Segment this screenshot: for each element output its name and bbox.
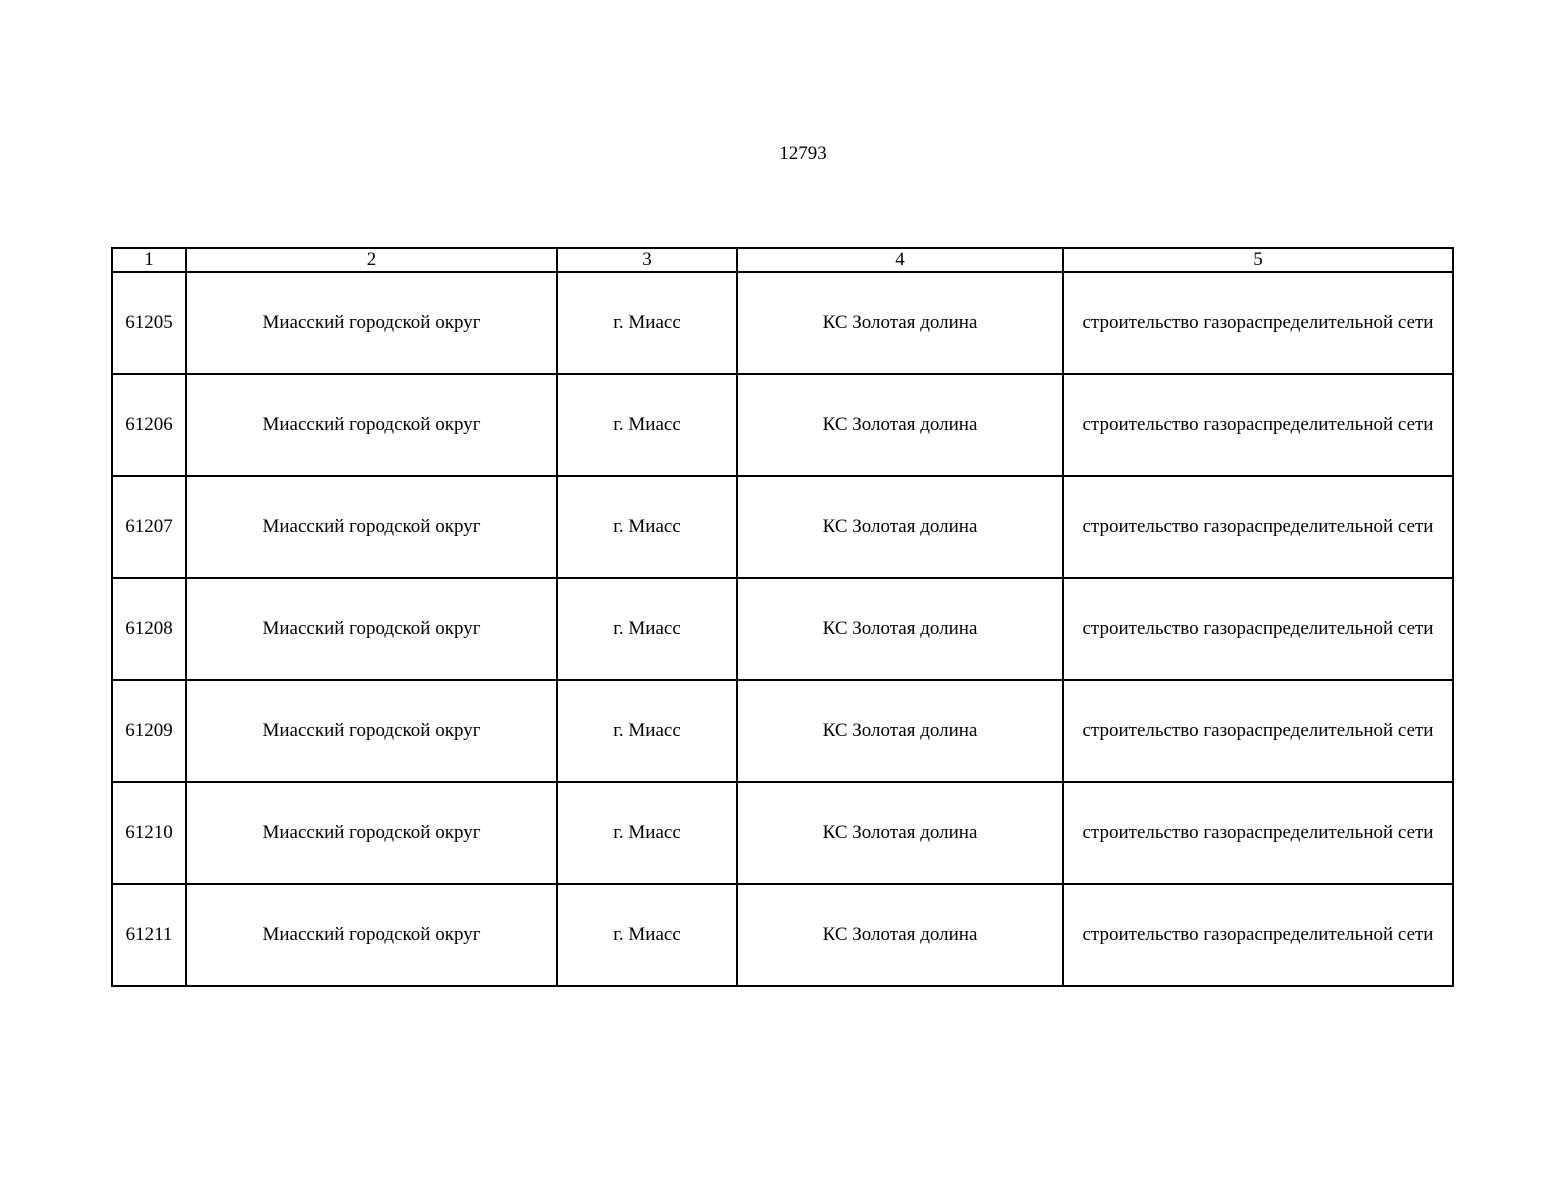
object-cell: КС Золотая долина xyxy=(737,578,1063,680)
row-number-cell: 61207 xyxy=(112,476,186,578)
table-row xyxy=(112,782,1453,884)
purpose-cell: строительство газораспределительной сети xyxy=(1063,272,1453,374)
object-cell: КС Золотая долина xyxy=(737,272,1063,374)
district-cell: Миасский городской округ xyxy=(186,476,557,578)
header-row xyxy=(112,248,1453,272)
table-row xyxy=(112,476,1453,578)
row-number-cell: 61211 xyxy=(112,884,186,986)
district-cell: Миасский городской округ xyxy=(186,272,557,374)
row-number-cell: 61208 xyxy=(112,578,186,680)
page-number: 12793 xyxy=(779,143,827,164)
column-header: 4 xyxy=(737,248,1063,272)
object-cell: КС Золотая долина xyxy=(737,476,1063,578)
table-row xyxy=(112,578,1453,680)
district-cell: Миасский городской округ xyxy=(186,578,557,680)
row-number-cell: 61210 xyxy=(112,782,186,884)
column-header: 2 xyxy=(186,248,557,272)
district-cell: Миасский городской округ xyxy=(186,782,557,884)
column-header: 5 xyxy=(1063,248,1453,272)
settlement-cell: г. Миасс xyxy=(557,272,737,374)
object-cell: КС Золотая долина xyxy=(737,680,1063,782)
settlement-cell: г. Миасс xyxy=(557,476,737,578)
column-header: 1 xyxy=(112,248,186,272)
purpose-cell: строительство газораспределительной сети xyxy=(1063,374,1453,476)
object-cell: КС Золотая долина xyxy=(737,884,1063,986)
settlement-cell: г. Миасс xyxy=(557,374,737,476)
district-cell: Миасский городской округ xyxy=(186,884,557,986)
row-number-cell: 61206 xyxy=(112,374,186,476)
district-cell: Миасский городской округ xyxy=(186,680,557,782)
table-row xyxy=(112,374,1453,476)
table-body xyxy=(112,272,1453,986)
table-header xyxy=(112,248,1453,272)
settlement-cell: г. Миасс xyxy=(557,680,737,782)
purpose-cell: строительство газораспределительной сети xyxy=(1063,884,1453,986)
settlement-cell: г. Миасс xyxy=(557,578,737,680)
district-cell: Миасский городской округ xyxy=(186,374,557,476)
data-table xyxy=(111,247,1454,987)
object-cell: КС Золотая долина xyxy=(737,374,1063,476)
table-row xyxy=(112,272,1453,374)
settlement-cell: г. Миасс xyxy=(557,884,737,986)
purpose-cell: строительство газораспределительной сети xyxy=(1063,578,1453,680)
table-row xyxy=(112,680,1453,782)
row-number-cell: 61209 xyxy=(112,680,186,782)
purpose-cell: строительство газораспределительной сети xyxy=(1063,476,1453,578)
settlement-cell: г. Миасс xyxy=(557,782,737,884)
column-header: 3 xyxy=(557,248,737,272)
purpose-cell: строительство газораспределительной сети xyxy=(1063,680,1453,782)
row-number-cell: 61205 xyxy=(112,272,186,374)
object-cell: КС Золотая долина xyxy=(737,782,1063,884)
table-row xyxy=(112,884,1453,986)
purpose-cell: строительство газораспределительной сети xyxy=(1063,782,1453,884)
